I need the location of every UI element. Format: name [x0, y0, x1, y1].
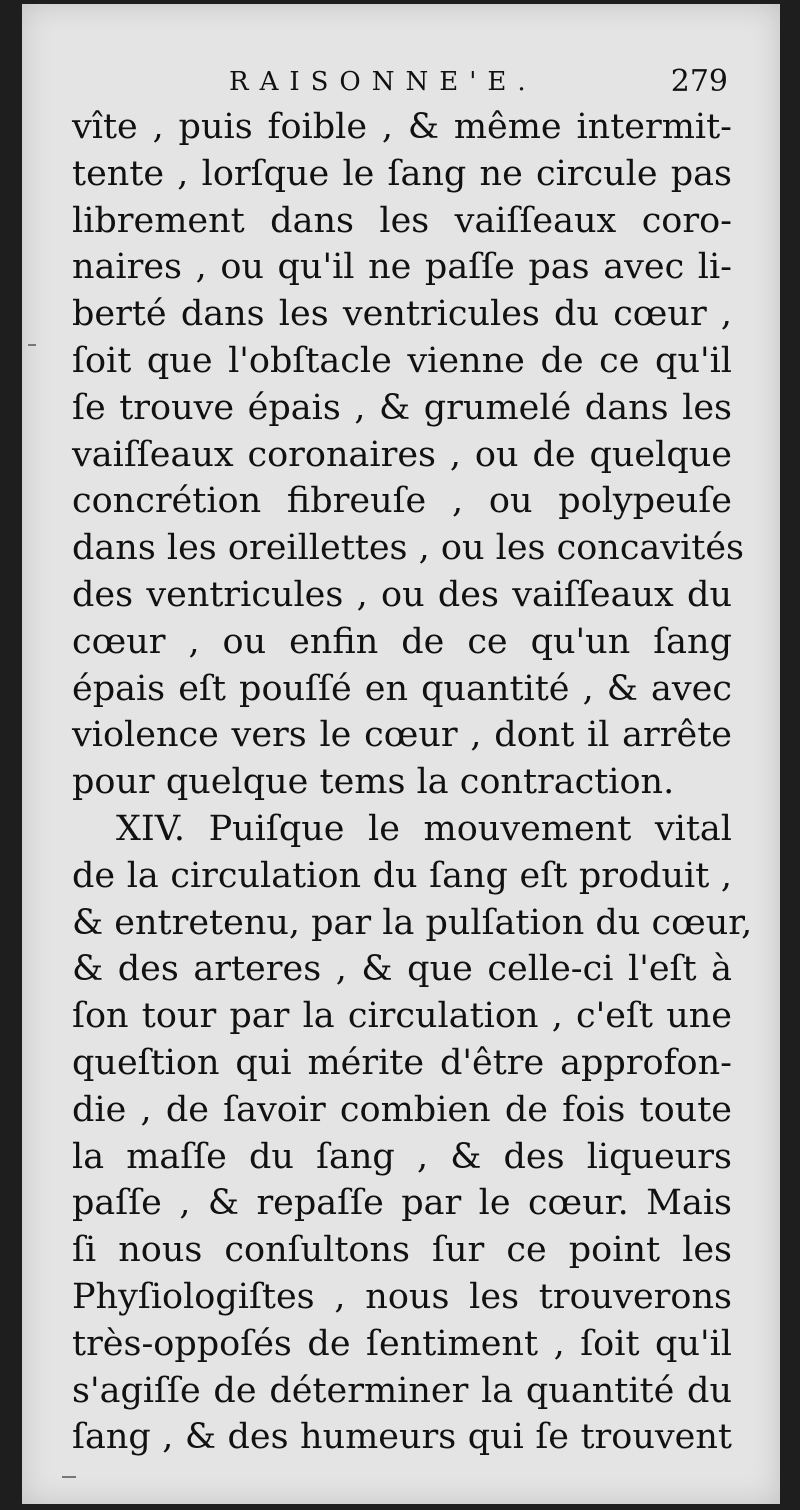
text-line: & des arteres , & que celle-ci l'eſt à: [72, 949, 732, 990]
text-line: violence vers le cœur , dont il arrête: [72, 715, 732, 756]
text-line: tente , lorſque le ſang ne circule pas: [72, 153, 732, 194]
text-line: la maſſe du ſang , & des liqueurs: [72, 1136, 732, 1177]
text-line: vîte , puis foible , & même intermit-: [72, 107, 732, 147]
text-line: ſe trouve épais , & grumelé dans les: [72, 387, 732, 428]
text-line: épais eſt pouſſé en quantité , & avec: [72, 668, 732, 709]
paragraph-last-line: pour quelque tems la contraction.: [72, 762, 675, 803]
text-line: de la circulation du ſang eſt produit ,: [72, 855, 732, 896]
body-text: [72, 104, 753, 1461]
text-line: paſſe , & repaſſe par le cœur. Mais: [72, 1183, 732, 1224]
page-header: [22, 62, 780, 102]
text-line: Phyſiologiſtes , nous les trouverons: [72, 1276, 732, 1317]
text-line: ſi nous conſultons ſur ce point les: [72, 1230, 732, 1271]
book-page: [22, 4, 780, 1504]
text-line: concrétion fibreuſe , ou polypeuſe: [72, 481, 732, 522]
text-line: dans les oreillettes , ou les concavités: [72, 528, 745, 569]
text-line: berté dans les ventricules du cœur ,: [72, 294, 732, 335]
margin-mark: [62, 1476, 76, 1478]
text-line: naires , ou qu'il ne paſſe pas avec li-: [72, 247, 732, 288]
text-line: vaiſſeaux coronaires , ou de quelque: [72, 434, 732, 475]
text-line: ſang , & des humeurs qui ſe trouvent: [72, 1417, 732, 1458]
text-line: ſoit que l'obſtacle vienne de ce qu'il: [72, 340, 732, 381]
text-line: & entretenu, par la pulſation du cœur,: [72, 902, 753, 943]
running-head: RAISONNE'E.: [229, 67, 537, 97]
text-line: s'agiſſe de déterminer la quantité du: [72, 1370, 732, 1411]
text-line: ſon tour par la circulation , c'eſt une: [72, 996, 732, 1037]
text-line: queſtion qui mérite d'être approfon-: [72, 1042, 732, 1083]
text-line: librement dans les vaiſſeaux coro-: [72, 200, 732, 241]
margin-mark: [28, 344, 36, 346]
text-line: très-oppoſés de ſentiment , ſoit qu'il: [72, 1323, 732, 1364]
section-heading-line: XIV. Puiſque le mouvement vital: [116, 808, 732, 849]
text-line: die , de ſavoir combien de fois toute: [72, 1089, 732, 1130]
text-line: des ventricules , ou des vaiſſeaux du: [72, 574, 732, 615]
text-line: cœur , ou enfin de ce qu'un ſang: [72, 621, 732, 662]
page-number: 279: [670, 64, 728, 99]
